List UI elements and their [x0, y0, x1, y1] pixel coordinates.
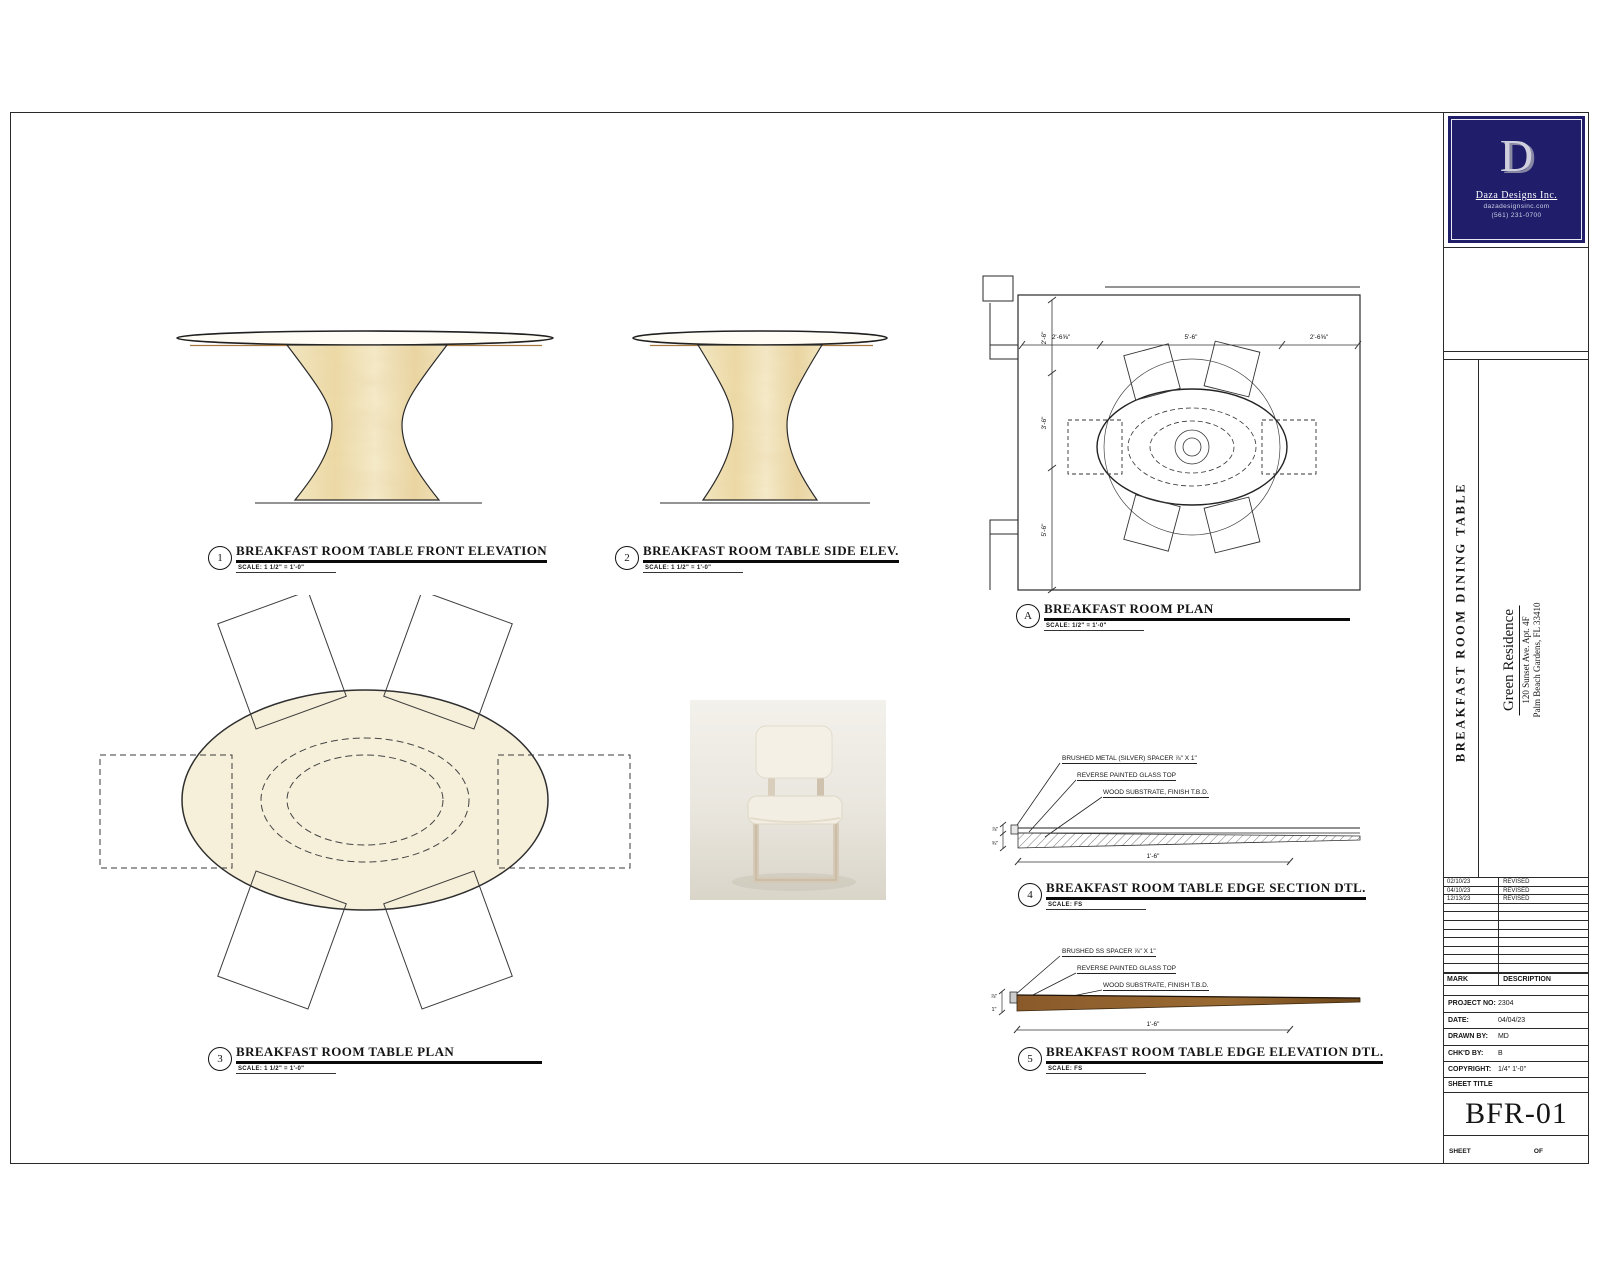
empty-cell — [1444, 248, 1589, 352]
titleblock — [1443, 112, 1589, 1164]
field-label: CHK'D BY: — [1448, 1049, 1484, 1057]
clearance-circle — [1104, 359, 1280, 535]
drawing-title: BREAKFAST ROOM TABLE EDGE ELEVATION DTL. — [1046, 1044, 1383, 1064]
drawing-scale: SCALE: 1 1/2" = 1'-0" — [643, 564, 743, 573]
revision-row-empty — [1444, 938, 1589, 947]
table-inner-dashed — [1150, 421, 1234, 473]
field-value: B — [1497, 1049, 1503, 1057]
company-name: Daza Designs Inc. — [1475, 190, 1558, 201]
wall-jog — [983, 276, 1013, 301]
client-name: Green Residence — [1501, 605, 1520, 715]
table-oval — [1097, 389, 1287, 505]
chair-back-cushion — [756, 726, 832, 778]
drawing-scale: SCALE: FS — [1046, 901, 1146, 910]
dim-label: 2'-6⅝" — [1309, 334, 1329, 341]
detail-bubble-1: 1 — [208, 546, 232, 570]
revision-row — [1444, 878, 1589, 887]
detail-bubble-A: A — [1016, 604, 1040, 628]
room-plan-label — [1016, 601, 1350, 631]
leader-line — [1027, 973, 1076, 998]
chair-base-frame-shade — [756, 822, 836, 880]
drawing-scale: SCALE: FS — [1046, 1065, 1146, 1074]
table-plan-label — [208, 1044, 542, 1074]
revision-row-empty — [1444, 947, 1589, 956]
drawing-title: BREAKFAST ROOM TABLE FRONT ELEVATION — [236, 543, 547, 563]
mini-dim-label: ⅞" — [990, 994, 998, 1000]
sheet-label: SHEET — [1449, 1148, 1471, 1155]
leader-line — [1015, 956, 1060, 995]
drawing-scale: SCALE: 1 1/2" = 1'-0" — [236, 1065, 336, 1074]
revision-date: 02/10/23 — [1444, 878, 1499, 886]
revision-desc: REVISED — [1503, 879, 1530, 885]
elevation-note-1: BRUSHED SS SPACER ⅞" X 1" — [1062, 948, 1156, 955]
field-value: MD — [1497, 1033, 1509, 1041]
revision-row — [1444, 887, 1589, 896]
drawing-title: BREAKFAST ROOM TABLE EDGE SECTION DTL. — [1046, 880, 1366, 900]
dim-label: 1'-6" — [1146, 1021, 1160, 1028]
table-inner-dashed — [1128, 408, 1256, 486]
dim-label: 3'-6" — [1041, 416, 1048, 430]
dim-label: 1'-6" — [1146, 853, 1160, 860]
section-note-1: BRUSHED METAL (SILVER) SPACER ⅞" X 1" — [1062, 755, 1197, 762]
revision-row-empty — [1444, 904, 1589, 913]
elevation-note-2: REVERSE PAINTED GLASS TOP — [1077, 965, 1176, 972]
company-logo — [1448, 116, 1585, 243]
side-elevation-drawing — [625, 312, 905, 512]
client-address-2: Palm Beach Gardens, FL 33410 — [1532, 602, 1542, 718]
metal-spacer-section — [1011, 825, 1018, 834]
detail-bubble-4: 4 — [1018, 883, 1042, 907]
sheet-title-vertical: BREAKFAST ROOM DINING TABLE — [1453, 481, 1468, 763]
field-drawn-by — [1444, 1029, 1589, 1046]
front-elevation-drawing — [160, 312, 590, 512]
wall-stub — [990, 520, 1018, 534]
drawing-title: BREAKFAST ROOM TABLE PLAN — [236, 1044, 542, 1064]
field-date — [1444, 1013, 1589, 1030]
revision-row-empty — [1444, 955, 1589, 964]
section-note-2: REVERSE PAINTED GLASS TOP — [1077, 772, 1176, 779]
logo-monogram: D — [1499, 130, 1534, 181]
room-plan-drawing — [955, 258, 1385, 603]
divider — [1478, 360, 1479, 877]
field-label: DRAWN BY: — [1448, 1033, 1488, 1041]
mini-dim-label: ¾" — [991, 841, 999, 847]
field-label: COPYRIGHT: — [1448, 1066, 1492, 1074]
detail-bubble-3: 3 — [208, 1047, 232, 1071]
field-label: DATE: — [1448, 1016, 1469, 1024]
mark-header: MARK — [1444, 974, 1499, 985]
drawing-title: BREAKFAST ROOM PLAN — [1044, 601, 1350, 621]
pedestal-circle — [1183, 438, 1201, 456]
dim-label: 5'-6" — [1184, 334, 1198, 341]
tabletop-side — [633, 331, 887, 345]
drawing-scale: SCALE: 1 1/2" = 1'-0" — [236, 564, 336, 573]
titleblock-footer — [1444, 1136, 1589, 1163]
revision-date: 12/13/23 — [1444, 895, 1499, 903]
revision-row-empty — [1444, 930, 1589, 939]
table-plan-drawing — [85, 595, 650, 1025]
leader-line — [1029, 780, 1076, 832]
leader-line — [1015, 763, 1060, 828]
wall-stub — [990, 345, 1018, 359]
field-value: 1/4" 1'-0" — [1497, 1066, 1527, 1074]
section-note-3: WOOD SUBSTRATE, FINISH T.B.D. — [1103, 789, 1209, 796]
drawing-title: BREAKFAST ROOM TABLE SIDE ELEV. — [643, 543, 899, 563]
field-value: 2304 — [1497, 1000, 1514, 1007]
client-address-1: 120 Sunset Ave. Apt. 4F — [1521, 616, 1531, 704]
project-fields — [1444, 995, 1589, 1078]
mini-dim-label: 1" — [991, 1007, 997, 1013]
detail-bubble-2: 2 — [615, 546, 639, 570]
chair-plan — [1124, 344, 1180, 400]
company-website: dazadesignsinc.com — [1483, 203, 1550, 210]
field-checked-by — [1444, 1046, 1589, 1063]
side-elevation-label — [615, 543, 899, 573]
revision-row-empty — [1444, 921, 1589, 930]
sheet-number-cell — [1444, 1093, 1589, 1136]
dim-label: 2'-6" — [1041, 331, 1048, 345]
chair-plan-dashed — [1262, 420, 1316, 474]
elevation-note-3: WOOD SUBSTRATE, FINISH T.B.D. — [1103, 982, 1209, 989]
sheet-title-bar: SHEET TITLE — [1444, 1078, 1589, 1093]
chair-reference-photo — [690, 700, 886, 900]
front-elevation-label — [208, 543, 548, 573]
spacer-cell — [1444, 352, 1589, 360]
of-label: OF — [1533, 1148, 1543, 1155]
pedestal-circle — [1175, 430, 1209, 464]
dim-label: 5'-6" — [1041, 523, 1048, 537]
wood-substrate-hatch — [1018, 833, 1360, 848]
revision-header-row — [1444, 973, 1589, 986]
gap — [1444, 986, 1589, 995]
chair-plan-dashed — [1068, 420, 1122, 474]
field-copyright — [1444, 1062, 1589, 1079]
revision-date: 04/10/23 — [1444, 887, 1499, 895]
revision-desc: REVISED — [1503, 887, 1530, 894]
table-top-plan — [182, 690, 548, 910]
drawing-scale: SCALE: 1/2" = 1'-0" — [1044, 622, 1144, 631]
logo-cell — [1444, 112, 1589, 248]
chair-base-frame — [756, 822, 836, 880]
revision-table — [1444, 878, 1589, 995]
leader-line — [1045, 797, 1102, 837]
dim-label: 2'-6⅝" — [1051, 334, 1071, 341]
edge-section-label — [1018, 880, 1366, 910]
field-label: PROJECT NO: — [1448, 1000, 1496, 1007]
edge-elevation-label — [1018, 1044, 1384, 1074]
tabletop-front — [177, 331, 553, 345]
field-project-no — [1444, 996, 1589, 1013]
revision-row — [1444, 895, 1589, 904]
revision-row-empty — [1444, 912, 1589, 921]
edge-section-detail — [985, 745, 1385, 875]
client-info-vertical — [1500, 603, 1542, 718]
vertical-title-area — [1444, 360, 1589, 878]
revision-desc: REVISED — [1503, 896, 1530, 903]
sheet-number: BFR-01 — [1465, 1097, 1568, 1130]
field-value: 04/04/23 — [1497, 1016, 1526, 1024]
company-phone: (561) 231-0700 — [1491, 212, 1542, 219]
metal-spacer-elevation — [1010, 992, 1017, 1003]
detail-bubble-5: 5 — [1018, 1047, 1042, 1071]
revision-row-empty — [1444, 964, 1589, 973]
description-header: DESCRIPTION — [1503, 975, 1551, 983]
mini-dim-label: ⅞" — [991, 827, 999, 833]
